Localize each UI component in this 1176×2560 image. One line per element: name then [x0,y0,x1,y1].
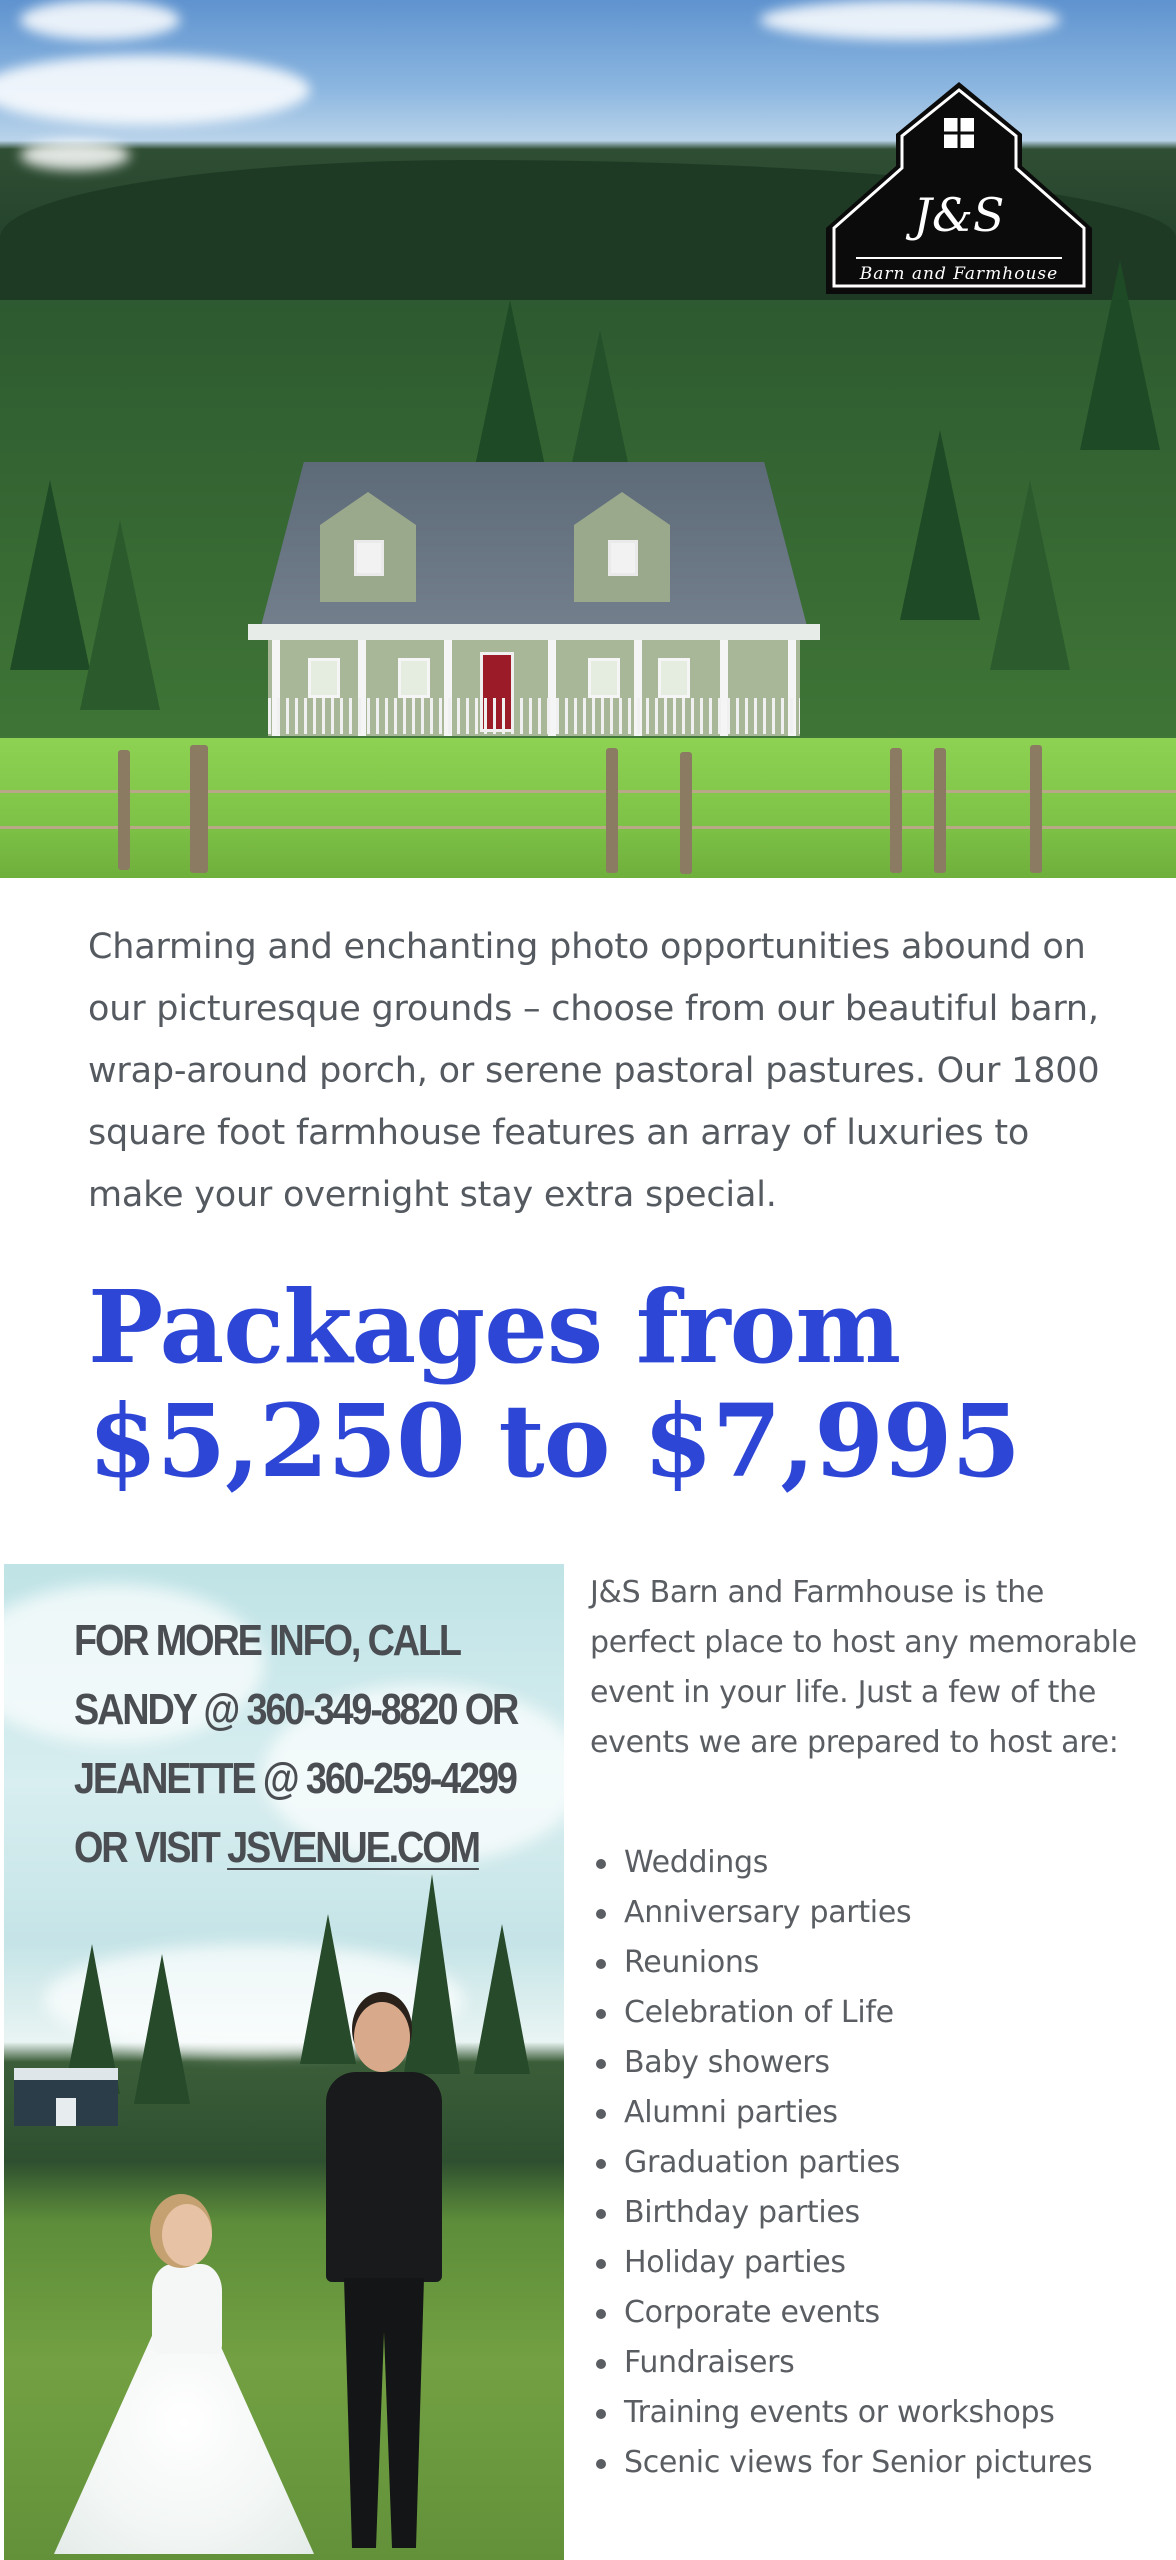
event-list-item: Corporate events [592,2288,1162,2338]
window [308,658,340,698]
tree [900,430,980,620]
price-line-2: $5,250 to $7,995 [88,1382,1020,1500]
fence-wire [0,826,1176,829]
lawn [0,738,1176,878]
event-list-item: Birthday parties [592,2188,1162,2238]
hero-farmhouse-photo [0,0,1176,878]
window [588,658,620,698]
tree [80,520,160,710]
fence-post [1030,745,1042,873]
event-list-item: Holiday parties [592,2238,1162,2288]
window [398,658,430,698]
event-list-item: Training events or workshops [592,2388,1162,2438]
event-list-item: Celebration of Life [592,1988,1162,2038]
cloud [20,140,130,170]
contact-line-4: OR VISIT JSVENUE.COM [74,1823,479,1872]
fence-post [890,748,902,873]
logo-monogram: J&S [913,188,1005,242]
tree [134,1954,190,2104]
fence-wire [0,790,1176,793]
porch-roof [248,624,820,640]
event-list-item: Reunions [592,1938,1162,1988]
intro-paragraph: Charming and enchanting photo opportunities abound on our picturesque grounds – choose from our beautiful barn, wrap-around porch, or serene pastoral pastures. Our 1800 square foot farmhouse features an array of luxuries to make your overnight stay extra special. [88,927,1100,1215]
website-link[interactable]: JSVENUE.COM [227,1823,479,1872]
groom [286,2000,486,2560]
farmhouse [248,462,820,740]
event-list-item: Scenic views for Senior pictures [592,2438,1162,2488]
porch-railing [268,698,800,734]
contact-line-1: FOR MORE INFO, CALL [74,1616,460,1665]
event-list-item: Graduation parties [592,2138,1162,2188]
contact-line-3: JEANETTE @ 360-259-4299 [74,1754,516,1803]
fence-post [606,748,618,873]
fence-post [118,750,130,870]
logo-subtitle: Barn and Farmhouse [859,264,1059,284]
cloud [0,55,310,125]
cloud [760,0,1060,40]
window [658,658,690,698]
fence-post [190,745,208,873]
fence-post [934,748,946,873]
fence-post [680,752,692,874]
venue-blurb: J&S Barn and Farmhouse is the perfect place to host any memorable event in your life. Just a few of the events we are prepared to host are: [590,1575,1137,1760]
cloud [20,0,180,40]
bride [54,2194,324,2554]
barn [14,2068,118,2126]
price-heading [88,1270,1128,1498]
tree [10,480,90,670]
brand-logo [826,78,1092,298]
tree [990,480,1070,670]
event-list-item: Anniversary parties [592,1888,1162,1938]
event-list-item: Weddings [592,1838,1162,1888]
event-list-item: Alumni parties [592,2088,1162,2138]
event-list-item: Baby showers [592,2038,1162,2088]
price-line-1: Packages from [88,1268,901,1386]
event-list-item: Fundraisers [592,2338,1162,2388]
contact-info [74,1606,518,1882]
tree [1080,260,1160,450]
contact-line-2: SANDY @ 360-349-8820 OR [74,1685,518,1734]
events-list [592,1838,1162,2488]
